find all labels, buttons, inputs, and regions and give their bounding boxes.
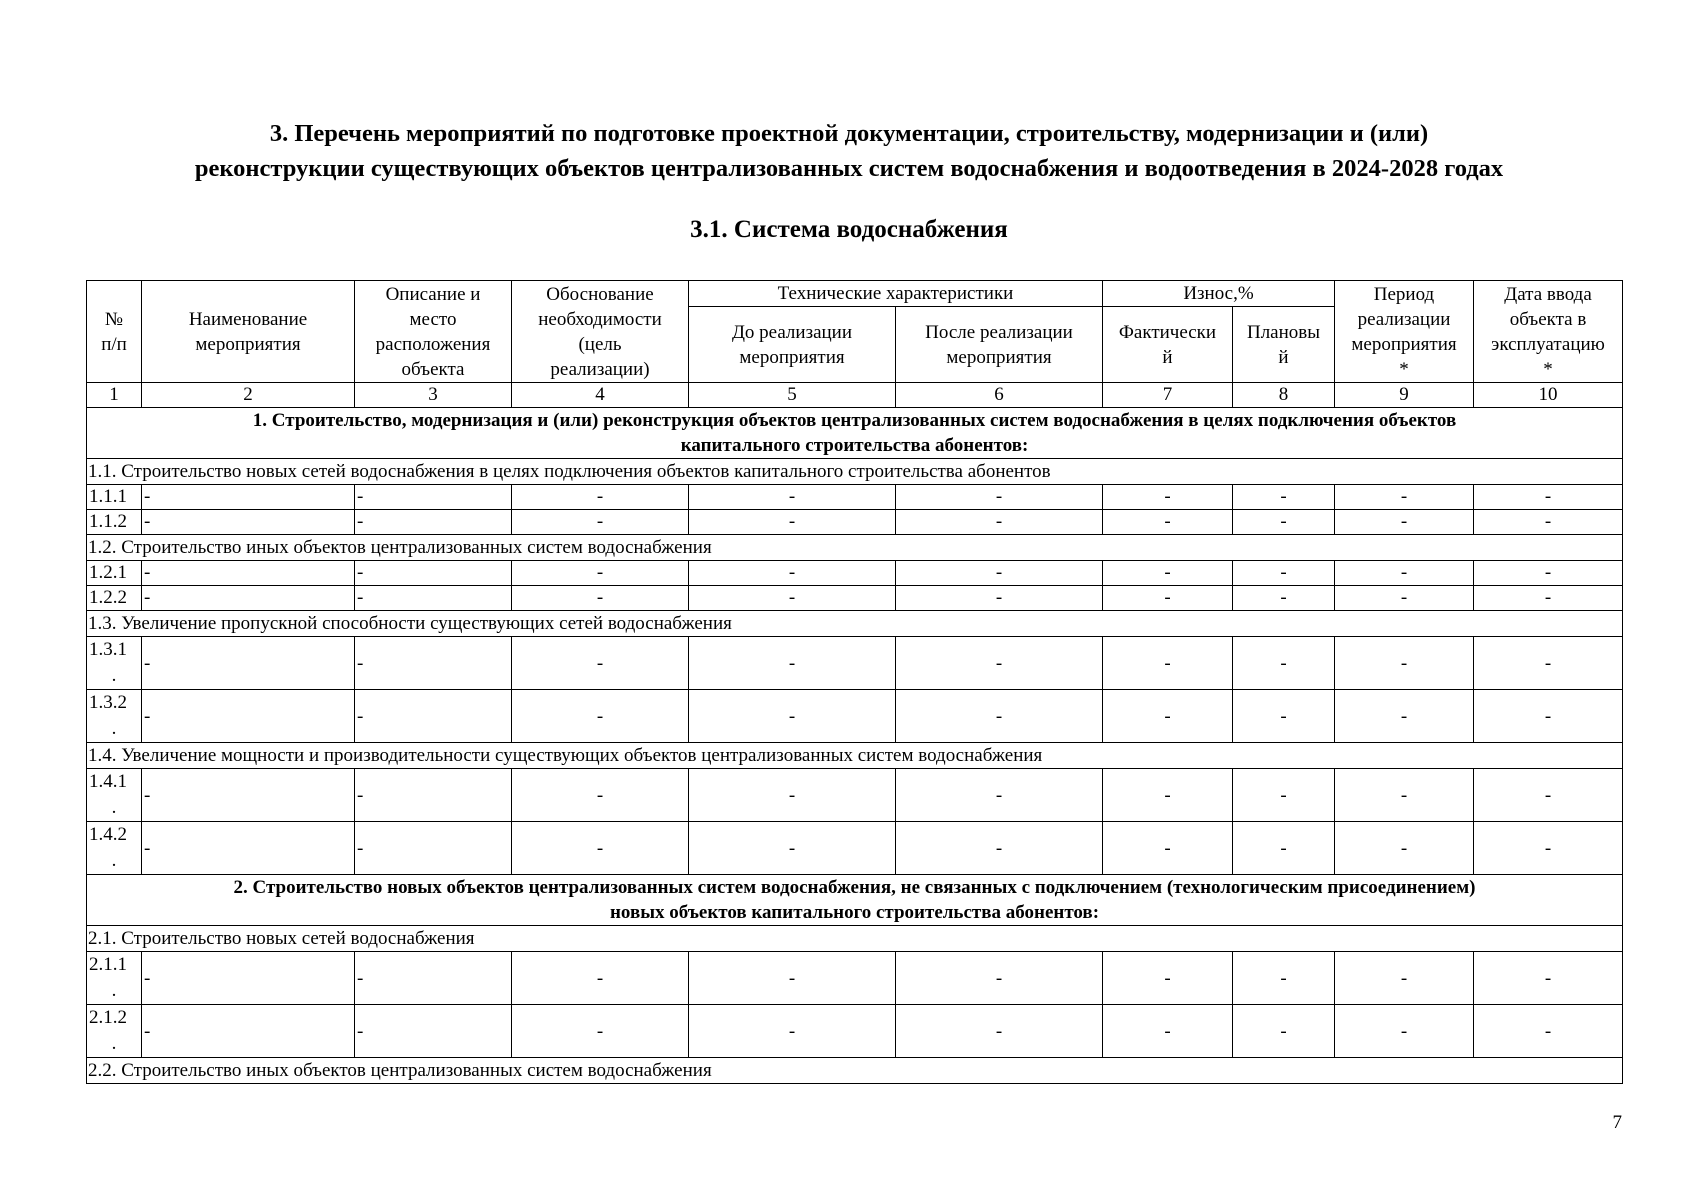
row-number: 1.2.1 bbox=[87, 561, 142, 586]
table-row bbox=[87, 769, 1623, 822]
cell-before: - bbox=[689, 822, 896, 875]
table-row bbox=[87, 485, 1623, 510]
cell-name: - bbox=[142, 637, 355, 690]
header-after: После реализации мероприятия bbox=[896, 307, 1103, 383]
cell-name: - bbox=[142, 1005, 355, 1058]
title-line-1: 3. Перечень мероприятий по подготовке проектной документации, строительству, модернизации и (или) bbox=[269, 120, 1429, 147]
col-number: 6 bbox=[896, 383, 1103, 408]
row-number: 1.1.2 bbox=[87, 510, 142, 535]
subsection-heading: 1.3. Увеличение пропускной способности существующих сетей водоснабжения bbox=[87, 611, 1623, 637]
subsection-row bbox=[87, 459, 1623, 485]
header-period: Период реализации мероприятия * bbox=[1335, 281, 1474, 383]
cell-after: - bbox=[896, 510, 1103, 535]
cell-period: - bbox=[1335, 561, 1474, 586]
header-actual: Фактически й bbox=[1103, 307, 1233, 383]
cell-actual-wear: - bbox=[1103, 561, 1233, 586]
col-number: 2 bbox=[142, 383, 355, 408]
cell-planned-wear: - bbox=[1233, 1005, 1335, 1058]
cell-name: - bbox=[142, 485, 355, 510]
cell-date: - bbox=[1474, 822, 1623, 875]
row-number: 2.1.2 . bbox=[87, 1005, 142, 1058]
cell-actual-wear: - bbox=[1103, 769, 1233, 822]
section-heading: 1. Строительство, модернизация и (или) реконструкция объектов централизованных систем водоснабжения в целях подключения объектов капитального строительства абонентов: bbox=[87, 408, 1623, 459]
cell-after: - bbox=[896, 586, 1103, 611]
cell-period: - bbox=[1335, 952, 1474, 1005]
header-wear: Износ,% bbox=[1103, 281, 1335, 307]
cell-justification: - bbox=[512, 952, 689, 1005]
cell-justification: - bbox=[512, 769, 689, 822]
cell-after: - bbox=[896, 561, 1103, 586]
row-number: 2.1.1 . bbox=[87, 952, 142, 1005]
table-row bbox=[87, 586, 1623, 611]
table-row bbox=[87, 561, 1623, 586]
cell-planned-wear: - bbox=[1233, 485, 1335, 510]
cell-date: - bbox=[1474, 637, 1623, 690]
cell-before: - bbox=[689, 561, 896, 586]
col-number: 3 bbox=[355, 383, 512, 408]
cell-planned-wear: - bbox=[1233, 769, 1335, 822]
cell-before: - bbox=[689, 485, 896, 510]
cell-period: - bbox=[1335, 586, 1474, 611]
page-number: 7 bbox=[1612, 1112, 1622, 1133]
cell-after: - bbox=[896, 822, 1103, 875]
cell-actual-wear: - bbox=[1103, 822, 1233, 875]
subsection-heading: 1.4. Увеличение мощности и производительности существующих объектов централизованных систем водоснабжения bbox=[87, 743, 1623, 769]
cell-date: - bbox=[1474, 510, 1623, 535]
cell-before: - bbox=[689, 952, 896, 1005]
cell-description: - bbox=[355, 1005, 512, 1058]
subsection-heading: 2.2. Строительство иных объектов централизованных систем водоснабжения bbox=[87, 1058, 1623, 1084]
cell-date: - bbox=[1474, 485, 1623, 510]
cell-description: - bbox=[355, 690, 512, 743]
cell-justification: - bbox=[512, 822, 689, 875]
cell-planned-wear: - bbox=[1233, 586, 1335, 611]
header-tech-characteristics: Технические характеристики bbox=[689, 281, 1103, 307]
cell-name: - bbox=[142, 510, 355, 535]
cell-justification: - bbox=[512, 485, 689, 510]
cell-planned-wear: - bbox=[1233, 822, 1335, 875]
cell-period: - bbox=[1335, 637, 1474, 690]
header-before: До реализации мероприятия bbox=[689, 307, 896, 383]
subsection-heading: 2.1. Строительство новых сетей водоснабжения bbox=[87, 926, 1623, 952]
cell-planned-wear: - bbox=[1233, 561, 1335, 586]
cell-period: - bbox=[1335, 485, 1474, 510]
cell-description: - bbox=[355, 822, 512, 875]
header-planned: Плановы й bbox=[1233, 307, 1335, 383]
cell-before: - bbox=[689, 690, 896, 743]
cell-description: - bbox=[355, 637, 512, 690]
cell-date: - bbox=[1474, 769, 1623, 822]
cell-before: - bbox=[689, 586, 896, 611]
cell-after: - bbox=[896, 952, 1103, 1005]
cell-actual-wear: - bbox=[1103, 690, 1233, 743]
cell-description: - bbox=[355, 485, 512, 510]
document-title bbox=[60, 116, 1638, 186]
cell-justification: - bbox=[512, 637, 689, 690]
subsection-row bbox=[87, 535, 1623, 561]
cell-description: - bbox=[355, 952, 512, 1005]
cell-justification: - bbox=[512, 561, 689, 586]
cell-period: - bbox=[1335, 690, 1474, 743]
cell-before: - bbox=[689, 510, 896, 535]
cell-before: - bbox=[689, 637, 896, 690]
cell-after: - bbox=[896, 637, 1103, 690]
row-number: 1.3.2 . bbox=[87, 690, 142, 743]
cell-planned-wear: - bbox=[1233, 510, 1335, 535]
table-row bbox=[87, 822, 1623, 875]
subsection-row bbox=[87, 743, 1623, 769]
table-row bbox=[87, 1005, 1623, 1058]
cell-description: - bbox=[355, 561, 512, 586]
cell-actual-wear: - bbox=[1103, 510, 1233, 535]
subsection-row bbox=[87, 1058, 1623, 1084]
col-number: 1 bbox=[87, 383, 142, 408]
cell-description: - bbox=[355, 586, 512, 611]
cell-planned-wear: - bbox=[1233, 637, 1335, 690]
measures-table bbox=[86, 280, 1623, 1084]
cell-after: - bbox=[896, 769, 1103, 822]
cell-date: - bbox=[1474, 586, 1623, 611]
cell-description: - bbox=[355, 769, 512, 822]
header-commission-date: Дата ввода объекта в эксплуатацию * bbox=[1474, 281, 1623, 383]
row-number: 1.4.2 . bbox=[87, 822, 142, 875]
table-row bbox=[87, 510, 1623, 535]
col-number: 7 bbox=[1103, 383, 1233, 408]
cell-name: - bbox=[142, 690, 355, 743]
cell-date: - bbox=[1474, 561, 1623, 586]
cell-actual-wear: - bbox=[1103, 485, 1233, 510]
row-number: 1.3.1 . bbox=[87, 637, 142, 690]
cell-description: - bbox=[355, 510, 512, 535]
cell-justification: - bbox=[512, 1005, 689, 1058]
header-row-1 bbox=[87, 281, 1623, 307]
col-number: 4 bbox=[512, 383, 689, 408]
header-name: Наименование мероприятия bbox=[142, 281, 355, 383]
table-row bbox=[87, 952, 1623, 1005]
row-number: 1.4.1 . bbox=[87, 769, 142, 822]
subsection-row bbox=[87, 926, 1623, 952]
title-line-2: реконструкции существующих объектов централизованных систем водоснабжения и водоотведения в 2024-2028 годах bbox=[194, 155, 1504, 182]
cell-before: - bbox=[689, 769, 896, 822]
header-justification: Обоснование необходимости (цель реализации) bbox=[512, 281, 689, 383]
cell-period: - bbox=[1335, 1005, 1474, 1058]
cell-actual-wear: - bbox=[1103, 637, 1233, 690]
cell-before: - bbox=[689, 1005, 896, 1058]
col-number: 9 bbox=[1335, 383, 1474, 408]
cell-actual-wear: - bbox=[1103, 586, 1233, 611]
cell-name: - bbox=[142, 822, 355, 875]
section-row-1 bbox=[87, 408, 1623, 459]
subsection-heading: 1.2. Строительство иных объектов централизованных систем водоснабжения bbox=[87, 535, 1623, 561]
cell-justification: - bbox=[512, 510, 689, 535]
table-row bbox=[87, 690, 1623, 743]
header-description: Описание и место расположения объекта bbox=[355, 281, 512, 383]
cell-planned-wear: - bbox=[1233, 952, 1335, 1005]
row-number: 1.1.1 bbox=[87, 485, 142, 510]
cell-justification: - bbox=[512, 690, 689, 743]
cell-date: - bbox=[1474, 1005, 1623, 1058]
cell-after: - bbox=[896, 690, 1103, 743]
cell-after: - bbox=[896, 1005, 1103, 1058]
cell-date: - bbox=[1474, 952, 1623, 1005]
section-heading: 2. Строительство новых объектов централизованных систем водоснабжения, не связанных с подключением (технологическим присоединением) новых объектов капитального строительства абонентов: bbox=[87, 875, 1623, 926]
col-number: 10 bbox=[1474, 383, 1623, 408]
table-row bbox=[87, 637, 1623, 690]
column-numbers-row bbox=[87, 383, 1623, 408]
cell-name: - bbox=[142, 769, 355, 822]
section-row-2 bbox=[87, 875, 1623, 926]
cell-name: - bbox=[142, 586, 355, 611]
cell-justification: - bbox=[512, 586, 689, 611]
cell-actual-wear: - bbox=[1103, 1005, 1233, 1058]
subsection-row bbox=[87, 611, 1623, 637]
cell-name: - bbox=[142, 561, 355, 586]
col-number: 8 bbox=[1233, 383, 1335, 408]
cell-actual-wear: - bbox=[1103, 952, 1233, 1005]
cell-planned-wear: - bbox=[1233, 690, 1335, 743]
header-num: № п/п bbox=[87, 281, 142, 383]
section-subtitle: 3.1. Система водоснабжения bbox=[690, 216, 1008, 243]
cell-after: - bbox=[896, 485, 1103, 510]
cell-period: - bbox=[1335, 510, 1474, 535]
cell-period: - bbox=[1335, 822, 1474, 875]
cell-date: - bbox=[1474, 690, 1623, 743]
subsection-heading: 1.1. Строительство новых сетей водоснабжения в целях подключения объектов капитального строительства абонентов bbox=[87, 459, 1623, 485]
row-number: 1.2.2 bbox=[87, 586, 142, 611]
cell-name: - bbox=[142, 952, 355, 1005]
cell-period: - bbox=[1335, 769, 1474, 822]
col-number: 5 bbox=[689, 383, 896, 408]
